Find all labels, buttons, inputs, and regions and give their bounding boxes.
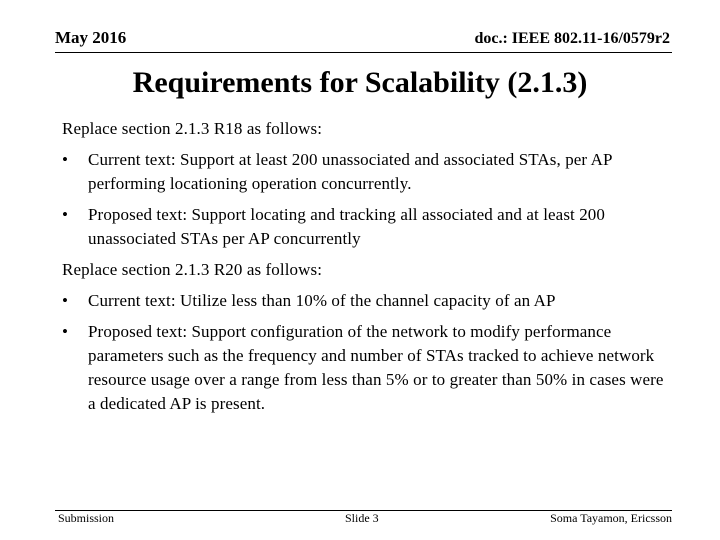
slide-title: Requirements for Scalability (2.1.3) xyxy=(132,66,588,99)
bullet-marker: • xyxy=(62,205,69,224)
bullet-text: Current text: Support at least 200 unassociated and associated STAs, per AP performing locationing operation concurrently. xyxy=(88,150,612,193)
slide-body xyxy=(62,117,667,423)
bullet-text: Proposed text: Support configuration of the network to modify performance parameters such as the frequency and number of STAs tracked to achieve network resource usage over a range from less than 5% or to greater than 50% in cases were a dedicated AP is present. xyxy=(88,322,664,413)
bullet-text: Current text: Utilize less than 10% of the channel capacity of an AP xyxy=(88,291,556,310)
footer-slide-number: Slide 3 xyxy=(345,511,379,525)
bullet-marker: • xyxy=(62,291,69,310)
bullet-marker: • xyxy=(62,150,69,169)
header-doc-id: doc.: IEEE 802.11-16/0579r2 xyxy=(474,30,670,47)
section-intro-r18: Replace section 2.1.3 R18 as follows: xyxy=(62,119,323,138)
bullet-marker: • xyxy=(62,322,69,341)
bullet-r20-proposed xyxy=(62,320,667,416)
bullet-text: Proposed text: Support locating and tracking all associated and at least 200 unassociated STAs per AP concurrently xyxy=(88,205,606,248)
header-divider xyxy=(55,52,672,53)
bullet-r18-proposed xyxy=(62,203,667,251)
bullet-r18-current xyxy=(62,148,667,196)
header-date: May 2016 xyxy=(55,28,127,47)
bullet-r20-current xyxy=(62,289,667,313)
section-intro-r20: Replace section 2.1.3 R20 as follows: xyxy=(62,260,323,279)
footer-submission: Submission xyxy=(58,511,115,525)
footer-author: Soma Tayamon, Ericsson xyxy=(550,511,672,525)
